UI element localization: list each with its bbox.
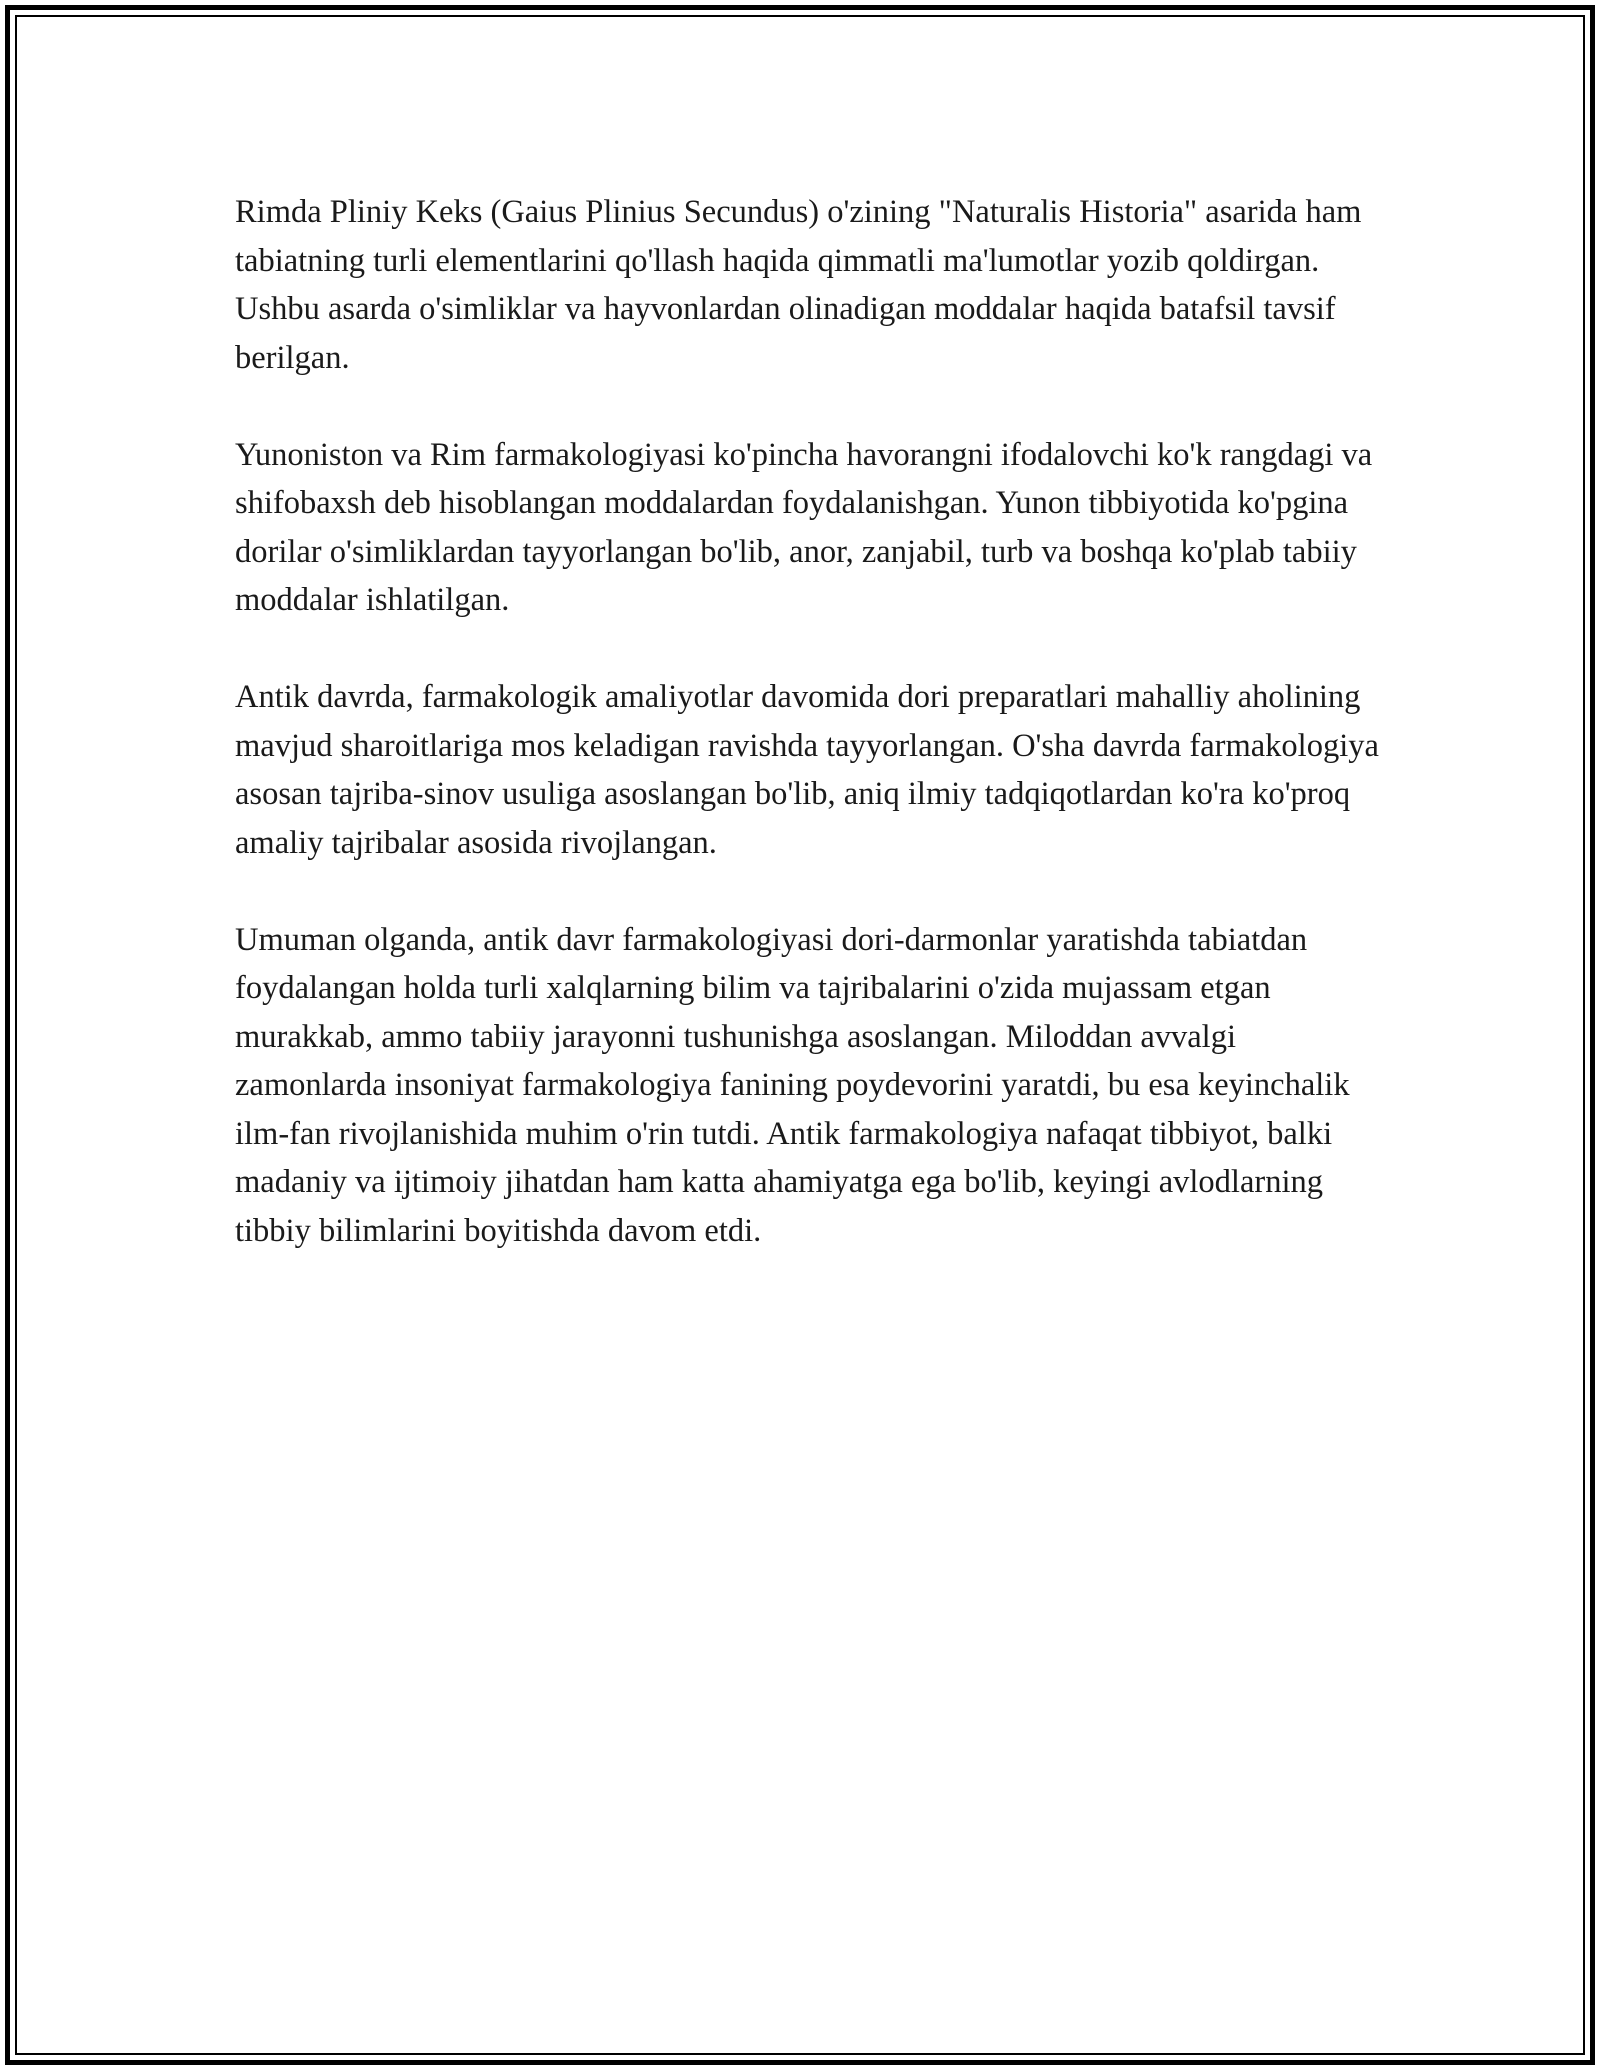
document-body bbox=[235, 188, 1385, 1304]
paragraph-conclusion: Umuman olganda, antik davr farmakologiyasi dori-darmonlar yaratishda tabiatdan foydalangan holda turli xalqlarning bilim va tajribalarini o'zida mujassam etgan murakkab, ammo tabiiy jarayonni tushunishga asoslangan. Miloddan avvalgi zamonlarda insoniyat farmakologiya fanining poydevorini yaratdi, bu esa keyinchalik ilm-fan rivojlanishida muhim o'rin tutdi. Antik farmakologiya nafaqat tibbiyot, balki madaniy va ijtimoiy jihatdan ham katta ahamiyatga ega bo'lib, keyingi avlodlarning tibbiy bilimlarini boyitishda davom etdi. bbox=[235, 921, 1350, 1249]
paragraph-greek-roman-pharmacology: Yunoniston va Rim farmakologiyasi ko'pincha havorangni ifodalovchi ko'k rangdagi va shifobaxsh deb hisoblangan moddalardan foydalanishgan. Yunon tibbiyotida ko'pgina dorilar o'simliklardan tayyorlangan bo'lib, anor, zanjabil, turb va boshqa ko'plab tabiiy moddalar ishlatilgan. bbox=[235, 436, 1373, 618]
paragraph-pliny: Rimda Pliniy Keks (Gaius Plinius Secundus) o'zining "Naturalis Historia" asarida ham tabiatning turli elementlarini qo'llash haqida qimmatli ma'lumotlar yozib qoldirgan. Ushbu asarda o'simliklar va hayvonlardan olinadigan moddalar haqida batafsil tavsif berilgan. bbox=[235, 194, 1362, 376]
paragraph-antique-practices: Antik davrda, farmakologik amaliyotlar davomida dori preparatlari mahalliy aholining mavjud sharoitlariga mos keladigan ravishda tayyorlangan. O'sha davrda farmakologiya asosan tajriba-sinov usuliga asoslangan bo'lib, aniq ilmiy tadqiqotlardan ko'ra ko'proq amaliy tajribalar asosida rivojlangan. bbox=[235, 679, 1379, 861]
